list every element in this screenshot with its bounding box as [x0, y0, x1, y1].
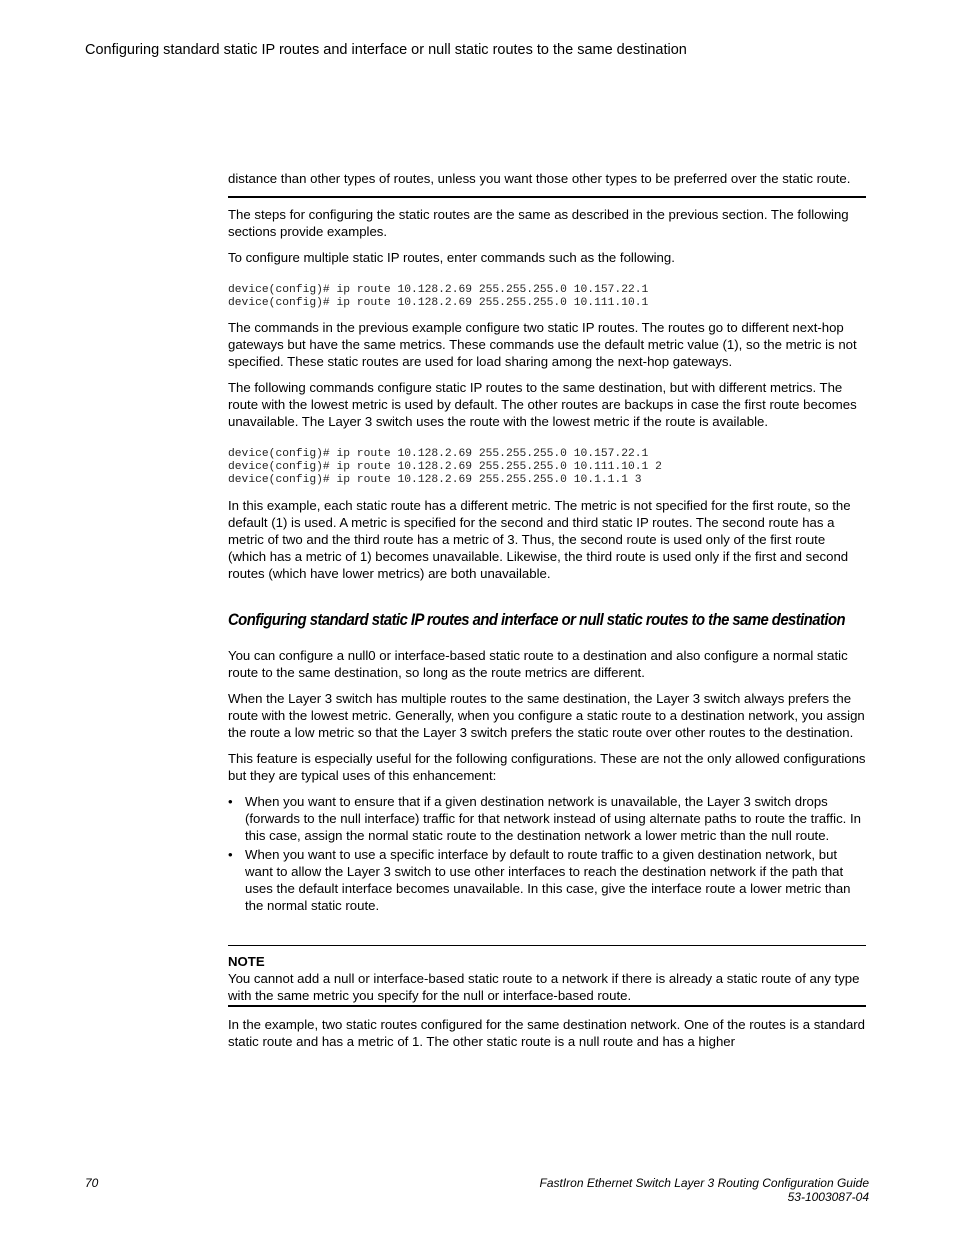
- bullet-icon: •: [228, 846, 233, 862]
- list-item: [228, 793, 866, 844]
- section-rule: [228, 196, 866, 198]
- list-item-text: When you want to ensure that if a given destination network is unavailable, the Layer 3 switch drops (forwards to the null interface) traffic for that network instead of using alternate paths to route the traffic. In this case, assign the normal static route to the destination network a lower metric than the null route.: [245, 793, 861, 843]
- code-example-1: device(config)# ip route 10.128.2.69 255.255.255.0 10.157.22.1 device(config)# ip route 10.128.2.69 255.255.255.0 10.111.10.1: [228, 284, 649, 309]
- paragraph-explain-1: The commands in the previous example configure two static IP routes. The routes go to different next-hop gateways but have the same metrics. These commands use the default metric value (1), so the metric is not specified. These static routes are used for load sharing among the next-hop gateways.: [228, 320, 857, 370]
- page-content: [228, 170, 866, 1059]
- note-text: You cannot add a null or interface-based static route to a network if there is already a static route of any type with the same metric you specify for the null or interface-based route.: [228, 970, 860, 1003]
- list-item-text: When you want to use a specific interface by default to route traffic to a given destination network, but want to allow the Layer 3 switch to use other interfaces to reach the destination network if the path that uses the default interface becomes unavailable. In this case, give the interface route a lower metric than the normal static route.: [245, 846, 851, 913]
- paragraph-lowest-metric: When the Layer 3 switch has multiple routes to the same destination, the Layer 3 switch always prefers the route with the lowest metric. Generally, when you configure a static route to a destination network, you assign the route a low metric so that the Layer 3 switch prefers the static route over other routes to the destination.: [228, 690, 865, 740]
- paragraph-example: In the example, two static routes configured for the same destination network. One of the routes is a standard static route and has a metric of 1. The other static route is a null route and has a higher: [228, 1016, 866, 1049]
- paragraph-feature: This feature is especially useful for the following configurations. These are not the only allowed configurations but they are typical uses of this enhancement:: [228, 750, 866, 783]
- bullet-icon: •: [228, 793, 233, 809]
- paragraph-intro-continued: distance than other types of routes, unless you want those other types to be preferred over the static route.: [228, 171, 851, 186]
- list-item: [228, 846, 866, 914]
- doc-number: 53-1003087-04: [787, 1190, 869, 1204]
- paragraph-different-metrics: The following commands configure static IP routes to the same destination, but with different metrics. The route with the lowest metric is used by default. The other routes are backups in case the first route becomes unavailable. The Layer 3 switch uses the route with the lowest metric if the route is available.: [228, 380, 857, 430]
- guide-title: FastIron Ethernet Switch Layer 3 Routing Configuration Guide: [539, 1176, 869, 1190]
- code-example-2: device(config)# ip route 10.128.2.69 255.255.255.0 10.157.22.1 device(config)# ip route 10.128.2.69 255.255.255.0 10.111.10.1 2 device(config)# ip route 10.128.2.69 255.255.255.0 10.1.1.1 3: [228, 448, 662, 486]
- footer-guide-info: [539, 1176, 869, 1204]
- section-heading: Configuring standard static IP routes and interface or null static routes to the same destination: [228, 610, 846, 629]
- paragraph-explain-2: In this example, each static route has a different metric. The metric is not specified for the first route, so the default (1) is used. A metric is specified for the second and third static IP routes. The second route has a metric of two and the third route has a metric of 3. Thus, the second route is used only of the first route (which has a metric of 1) becomes unavailable. Likewise, the third route is used only if the first and second routes (which have lower metrics) are both unavailable.: [228, 497, 851, 581]
- paragraph-steps: The steps for configuring the static routes are the same as described in the previous section. The following sections provide examples.: [228, 207, 849, 239]
- bullet-list: [228, 793, 866, 914]
- paragraph-null0: You can configure a null0 or interface-based static route to a destination and also configure a normal static route to the same destination, so long as the route metrics are different.: [228, 647, 848, 680]
- note-box: [228, 945, 866, 1007]
- running-header: Configuring standard static IP routes and interface or null static routes to the same destination: [85, 42, 687, 58]
- page-number: 70: [85, 1176, 99, 1190]
- paragraph-multiple-routes: To configure multiple static IP routes, enter commands such as the following.: [228, 250, 675, 265]
- note-label: NOTE: [228, 953, 265, 969]
